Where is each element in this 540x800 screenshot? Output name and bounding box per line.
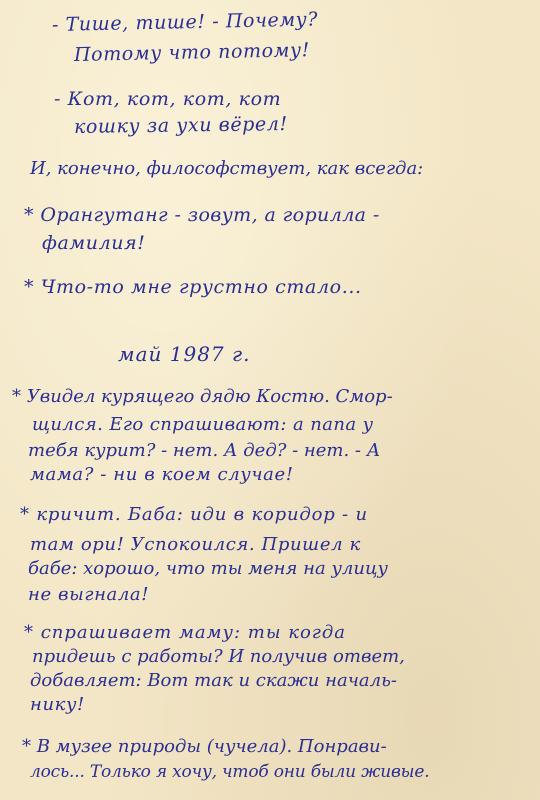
handwritten-line: нику! [30, 694, 85, 715]
handwritten-line: * Орангутанг - зовут, а горилла - [24, 204, 380, 226]
handwritten-line: щился. Его спрашивают: а папа у [32, 414, 374, 435]
handwritten-line: Потому что потому! [73, 39, 311, 66]
handwritten-line: мама? - ни в коем случае! [30, 464, 294, 485]
handwritten-line: не выгнала! [28, 584, 150, 605]
handwritten-line: * Что-то мне грустно стало... [24, 276, 362, 298]
handwritten-line: лось... Только я хочу, чтоб они были живые. [30, 762, 430, 782]
handwritten-line: - Кот, кот, кот, кот [54, 88, 282, 110]
handwritten-line: бабе: хорошо, что ты меня на улицу [28, 558, 388, 579]
handwritten-line: фамилия! [42, 232, 146, 254]
handwritten-line: * Увидел курящего дядю Костю. Смор- [12, 386, 393, 407]
handwritten-line: - Тише, тише! - Почему? [51, 8, 319, 36]
handwritten-line: * В музее природы (чучела). Понрави- [22, 736, 387, 757]
handwritten-line: там ори! Успокоился. Пришел к [30, 534, 361, 555]
handwritten-line: И, конечно, философствует, как всегда: [30, 158, 424, 179]
handwritten-line: * кричит. Баба: иди в коридор - и [20, 504, 368, 525]
handwritten-line: тебя курит? - нет. А дед? - нет. - А [28, 440, 381, 461]
handwritten-line: добавляет: Вот так и скажи началь- [30, 670, 397, 691]
handwritten-line: * спрашивает маму: ты когда [24, 622, 347, 643]
handwritten-line: кошку за ухи вёрел! [73, 113, 288, 138]
date-heading: май 1987 г. [118, 342, 251, 366]
handwritten-line: придешь с работы? И получив ответ, [32, 646, 405, 667]
